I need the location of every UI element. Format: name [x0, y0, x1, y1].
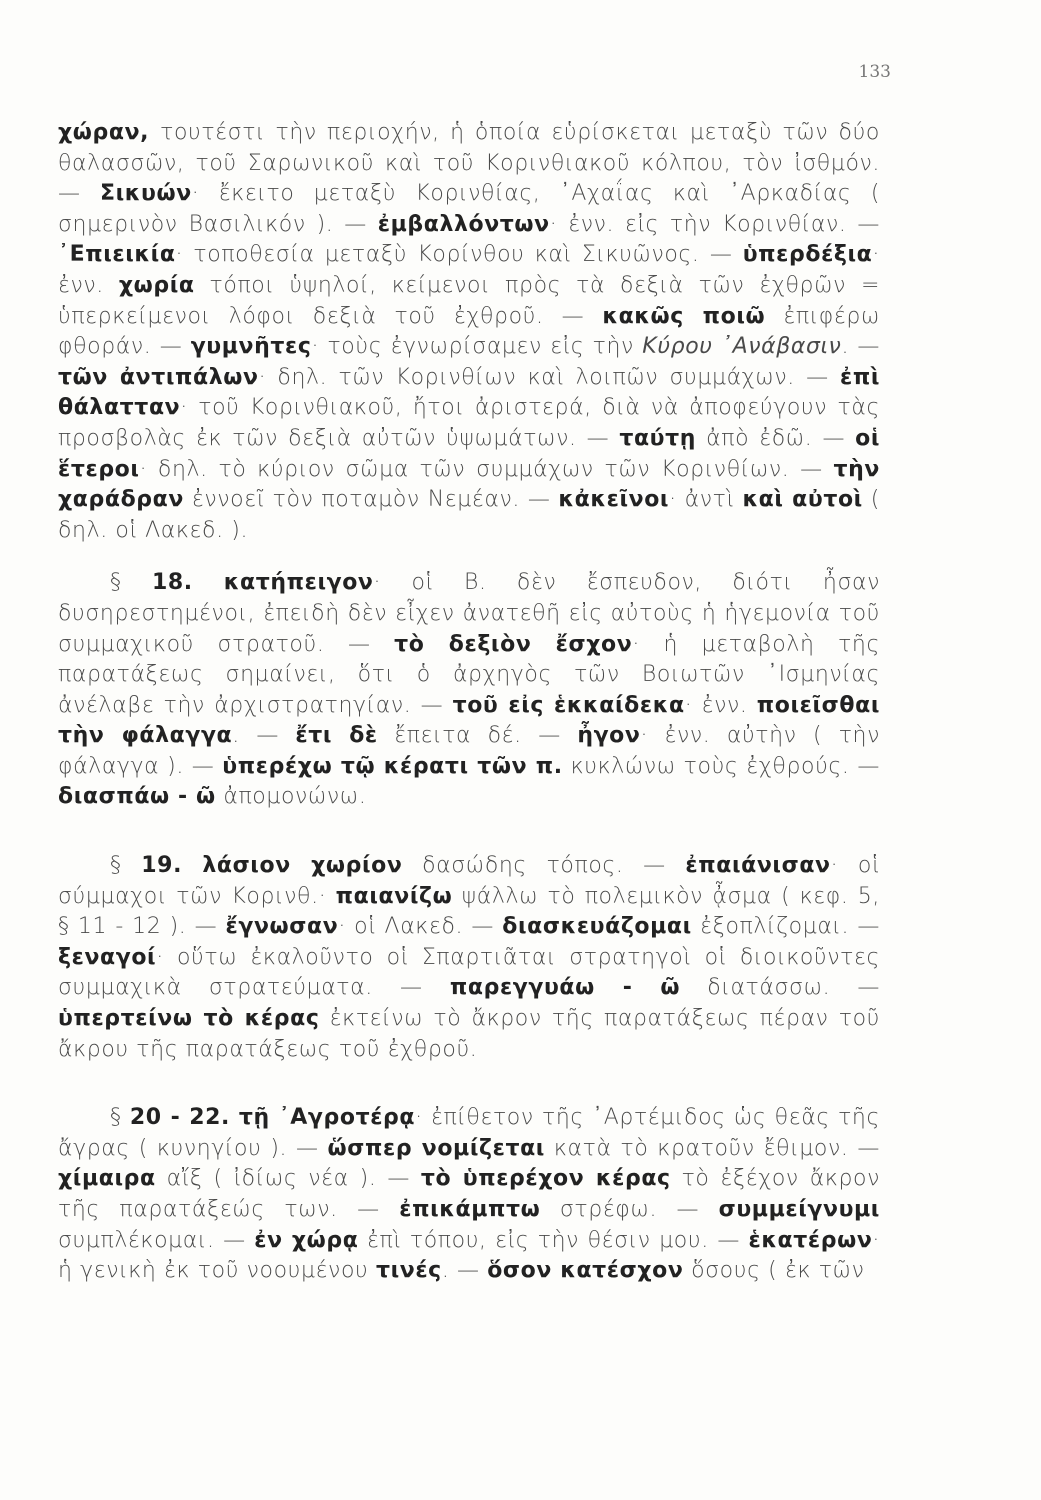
lemma-term: τινές: [375, 1258, 442, 1284]
gloss-text: ψάλλω τὸ πολεμικὸν ᾆσμα ( κεφ. 5, § 11 - 12 ). —: [58, 883, 880, 940]
gloss-text: ἀπομονώνω.: [215, 784, 367, 810]
lemma-term: ἐμβαλλόντων: [377, 211, 550, 237]
gloss-text: §: [110, 570, 152, 596]
lemma-term: χώραν,: [58, 120, 161, 145]
gloss-text: · ἡ γενικὴ ἐκ τοῦ νοουμένου: [58, 1227, 880, 1284]
gloss-text: κατὰ τὸ κρατοῦν ἔθιμον. —: [544, 1135, 880, 1161]
book-title: Κύρου ᾿Ανάβασιν: [642, 334, 842, 360]
gloss-text: · ἐνν.: [58, 242, 880, 298]
lemma-term: κἀκεῖνοι: [558, 487, 670, 513]
gloss-text: ἀπὸ ἐδῶ. —: [696, 425, 856, 451]
gloss-text: ἐξοπλίζομαι. —: [691, 914, 881, 940]
lemma-term: κακῶς ποιῶ: [602, 303, 766, 329]
gloss-text: ἐννοεῖ τὸν ποταμὸν Νεμέαν. —: [183, 487, 559, 513]
gloss-text: τὸ ἐξέχον ἄκρον τῆς παρατάξεώς των. —: [58, 1166, 880, 1222]
gloss-text: . —: [441, 1258, 488, 1284]
lemma-term: τὸ ὑπερέχον κέρας: [420, 1166, 671, 1192]
lemma-term: ἑκατέρων: [748, 1227, 873, 1253]
gloss-text: . —: [841, 334, 880, 360]
gloss-text: · ἔκειτο μεταξὺ Κορινθίας, ᾿Αχαΐας καὶ ᾿Αρκαδίας ( σημερινὸν Βασιλικόν ). —: [58, 181, 880, 237]
gloss-text: τουτέστι τὴν περιοχήν, ἡ ὁποία εὑρίσκεται μεταξὺ τῶν δύο θαλασσῶν, τοῦ Σαρωνικοῦ καὶ τοῦ Κορινθιακοῦ κόλπου, τὸν ἰσθμόν. —: [58, 120, 880, 207]
lemma-term: ξεναγοί: [58, 944, 157, 970]
gloss-text: · δηλ. τὸ κύριον σῶμα τῶν συμμάχων τῶν Κορινθίων. —: [139, 456, 834, 482]
gloss-text: · ἡ μεταβολὴ τῆς παρατάξεως σημαίνει, ὅτι ὁ ἀρχηγὸς τῶν Βοιωτῶν ᾿Ισμηνίας ἀνέλαβε τὴν ἀρχιστρατηγίαν. —: [58, 631, 880, 718]
gloss-text: τόποι ὑψηλοί, κείμενοι πρὸς τὰ δεξιὰ τῶν ἐχθρῶν = ὑπερκείμενοι λόφοι δεξιὰ τοῦ ἐχθροῦ. —: [58, 272, 880, 329]
gloss-text: §: [110, 1105, 130, 1131]
gloss-text: ἐκτείνω τὸ ἄκρον τῆς παρατάξεως πέραν τοῦ ἄκρου τῆς παρατάξεως τοῦ ἐχθροῦ.: [58, 1006, 880, 1062]
paragraph-continuation: [58, 118, 880, 546]
gloss-text: κυκλώνω τοὺς ἐχθρούς. —: [562, 753, 880, 779]
section-paragraph: [58, 1103, 880, 1287]
lemma-term: παιανίζω: [335, 883, 453, 909]
gloss-text: ἔπειτα δέ. —: [377, 723, 578, 749]
gloss-text: · ἐνν. εἰς τὴν Κορινθίαν. —: [549, 211, 880, 237]
lemma-term: τὸ δεξιὸν ἔσχον: [394, 631, 633, 657]
lemma-term: ὑπερέχω τῷ κέρατι τῶν π.: [222, 753, 563, 779]
gloss-text: διατάσσω. —: [680, 975, 881, 1001]
gloss-text: · τοὺς ἐγνωρίσαμεν εἰς τὴν: [311, 334, 643, 360]
gloss-text: ἐπὶ τόπου, εἰς τὴν θέσιν μου. —: [358, 1227, 749, 1253]
gloss-text: · ἐπίθετον τῆς ᾿Αρτέμιδος ὡς θεᾶς τῆς ἄγρας ( κυνηγίου ). —: [58, 1105, 880, 1161]
gloss-text: ὅσους ( ἐκ τῶν: [683, 1258, 865, 1284]
lemma-term: ταύτῃ: [619, 425, 697, 451]
gloss-text: . —: [232, 723, 296, 749]
page-number: 133: [858, 62, 891, 82]
gloss-text: · τοῦ Κορινθιακοῦ, ἤτοι ἀριστερά, διὰ νὰ ἀποφεύγουν τὰς προσβολὰς ἐκ τῶν δεξιὰ αὐτῶν ὑψωμάτων. —: [58, 395, 880, 451]
lemma-term: διασπάω - ῶ: [58, 784, 216, 810]
gloss-text: · δηλ. τῶν Κορινθίων καὶ λοιπῶν συμμάχων. —: [258, 364, 840, 390]
gloss-text: · οἱ σύμμαχοι τῶν Κορινθ.·: [58, 853, 880, 909]
lemma-term: ἔτι δὲ: [295, 723, 378, 749]
lemma-term: ᾿Επιεικία: [58, 242, 176, 268]
lemma-term: 19. λάσιον χωρίον: [141, 853, 403, 879]
gloss-text: δασώδης τόπος. —: [402, 853, 686, 879]
lemma-term: γυμνῆτες: [190, 334, 312, 360]
lemma-term: ὅσον κατέσχον: [487, 1258, 684, 1284]
lemma-term: ἐν χώρᾳ: [254, 1227, 359, 1253]
lemma-term: ὑπερτείνω τὸ κέρας: [58, 1006, 320, 1032]
gloss-text: · οἱ Β. δὲν ἔσπευδον, διότι ἦσαν δυσηρεστημένοι, ἐπειδὴ δὲν εἶχεν ἀνατεθῆ εἰς αὐτοὺς ἡ ἡγεμονία τοῦ συμμαχικοῦ στρατοῦ. —: [58, 570, 880, 657]
gloss-text: · ἐνν. αὐτὴν ( τὴν φάλαγγα ). —: [58, 723, 880, 779]
lemma-term: ὑπερδέξια: [742, 242, 873, 268]
lemma-term: χίμαιρα: [58, 1166, 156, 1192]
gloss-text: · τοποθεσία μεταξὺ Κορίνθου καὶ Σικυῶνος. —: [175, 242, 743, 268]
lemma-term: τὴν χαράδραν: [58, 456, 880, 513]
lemma-term: ἐπικάμπτω: [399, 1197, 541, 1222]
gloss-text: · ἐνν.: [684, 692, 757, 718]
lemma-term: Σικυών: [99, 181, 192, 207]
gloss-text: · οἱ Λακεδ. —: [338, 914, 503, 940]
commentary-text: [58, 118, 880, 1287]
lemma-term: ἐπαιάνισαν: [685, 853, 831, 879]
gloss-text: αἴξ ( ἰδίως νέα ). —: [155, 1166, 421, 1192]
lemma-term: 18. κατήπειγον: [151, 570, 374, 596]
gloss-text: ἐπιφέρω φθοράν. —: [58, 303, 881, 360]
lemma-term: ἐπὶ θάλατταν: [58, 364, 880, 421]
lemma-term: ἦγον: [577, 723, 641, 749]
gloss-text: §: [110, 853, 142, 879]
gloss-text: · ἀντὶ: [669, 487, 743, 513]
lemma-term: οἱ ἕτεροι: [58, 425, 881, 482]
lemma-term: χωρία: [118, 272, 195, 298]
lemma-term: παρεγγυάω - ῶ: [449, 975, 681, 1001]
gloss-text: συμπλέκομαι. —: [58, 1227, 255, 1253]
lemma-term: διασκευάζομαι: [502, 914, 692, 940]
lemma-term: τῶν ἀντιπάλων: [58, 364, 259, 390]
gloss-text: στρέφω. —: [540, 1197, 719, 1222]
lemma-term: καὶ αὐτοὶ: [742, 487, 863, 513]
section-paragraph: [58, 568, 880, 813]
section-paragraph: [58, 851, 880, 1065]
lemma-term: ἔγνωσαν: [225, 914, 339, 940]
gloss-text: · οὕτω ἐκαλοῦντο οἱ Σπαρτιᾶται στρατηγοὶ οἱ διοικοῦντες συμμαχικὰ στρατεύματα. —: [58, 944, 880, 1001]
lemma-term: 20 - 22. τῇ ᾿Αγροτέρᾳ: [129, 1105, 416, 1131]
lemma-term: συμμείγνυμι: [718, 1197, 880, 1222]
lemma-term: ποιεῖσθαι τὴν φάλαγγα: [58, 692, 880, 749]
lemma-term: ὥσπερ νομίζεται: [327, 1135, 545, 1161]
lemma-term: τοῦ εἰς ἑκκαίδεκα: [452, 692, 685, 718]
gloss-text: ( δηλ. οἱ Λακεδ. ).: [58, 487, 880, 543]
